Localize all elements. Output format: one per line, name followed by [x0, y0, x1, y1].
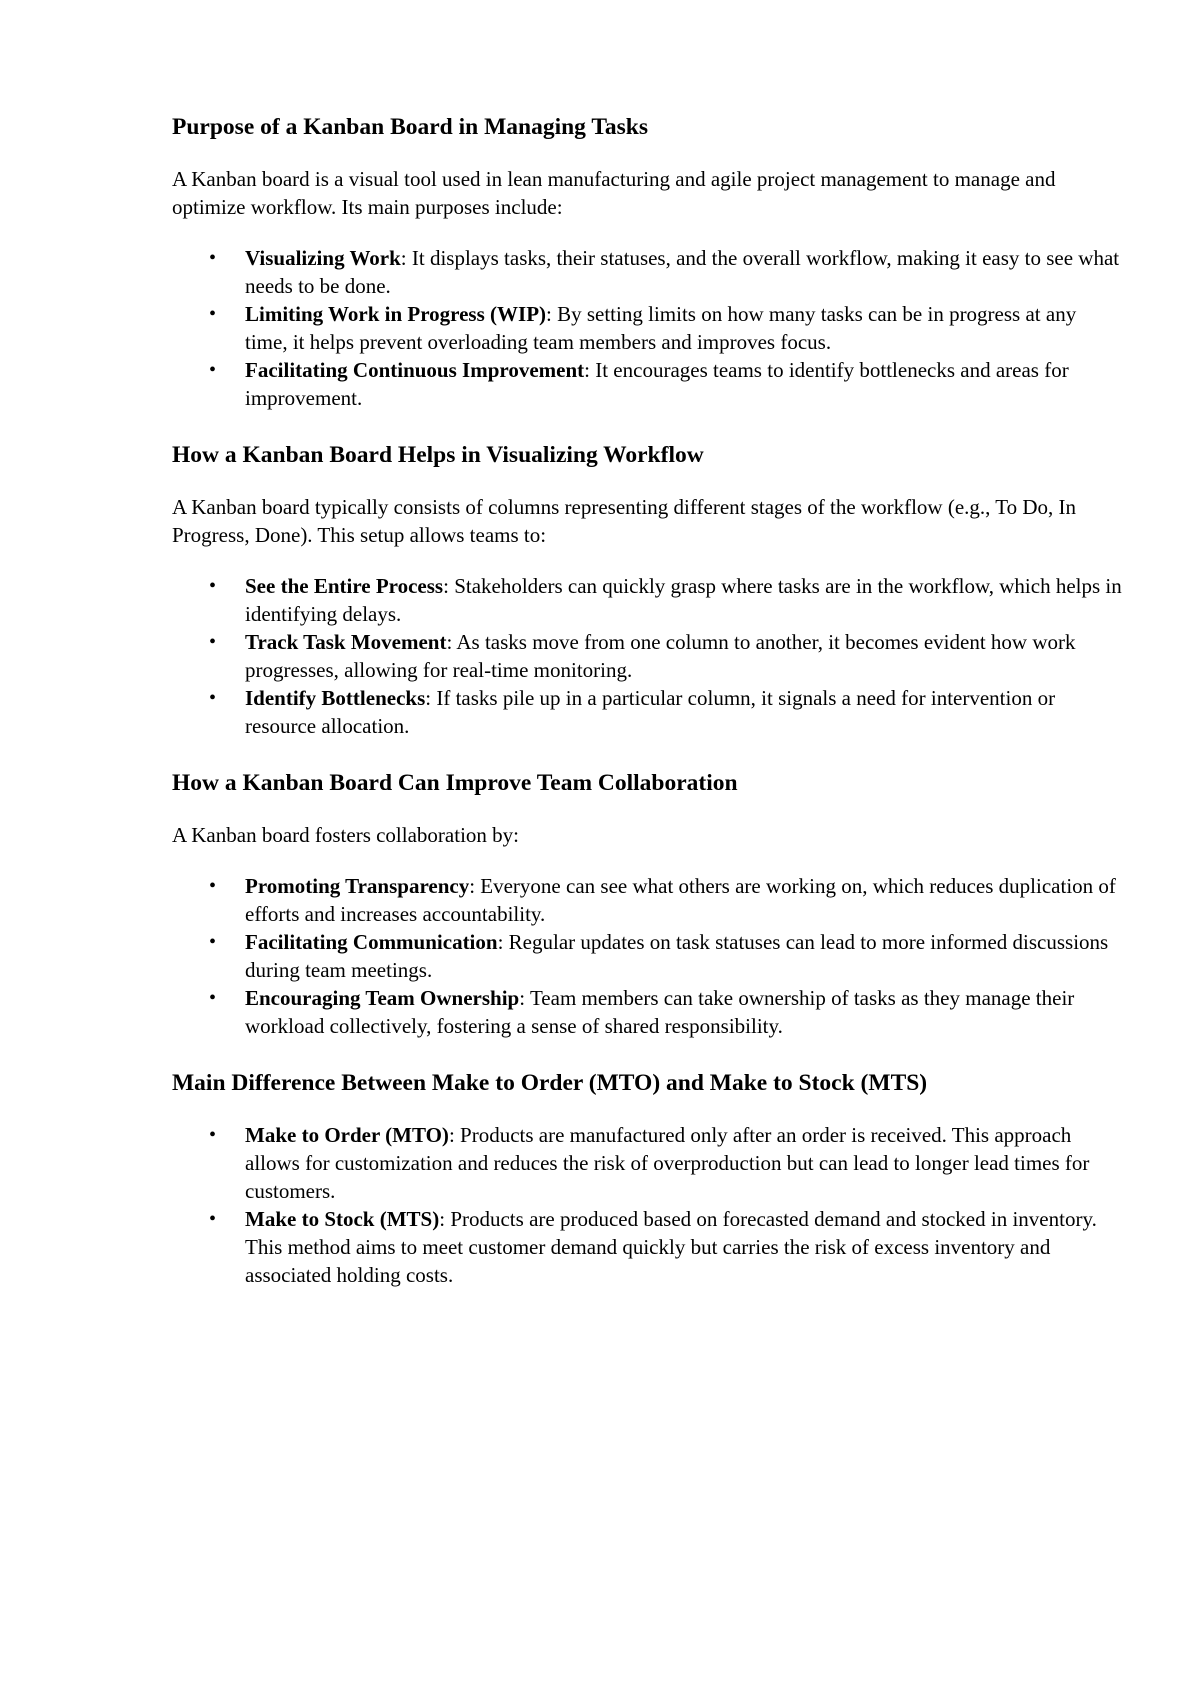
list-item-text: : By setting limits on how many tasks can be in progress at any time, it helps prevent overloading team members and improves focus. — [245, 302, 1077, 354]
list-item-text: : As tasks move from one column to another, it becomes evident how work progresses, allowing for real-time monitoring. — [245, 630, 1076, 682]
list-item — [172, 628, 1122, 684]
list-item-text: : It displays tasks, their statuses, and the overall workflow, making it easy to see what needs to be done. — [245, 246, 1120, 298]
list-item-term: Visualizing Work — [245, 246, 401, 270]
section-intro: A Kanban board typically consists of columns representing different stages of the workflow (e.g., To Do, In Progress, Done). This setup allows teams to: — [172, 495, 1077, 547]
list-item-term: Make to Order (MTO) — [245, 1123, 449, 1147]
document-page — [172, 112, 1122, 1317]
section-team-collaboration — [172, 768, 1122, 1040]
list-item-term: See the Entire Process — [245, 574, 444, 598]
bullet-icon: • — [209, 1208, 217, 1230]
list-item-term: Make to Stock (MTS) — [245, 1207, 440, 1231]
section-heading: Main Difference Between Make to Order (MTO) and Make to Stock (MTS) — [172, 1070, 928, 1096]
bullet-icon: • — [209, 875, 217, 897]
section-heading: Purpose of a Kanban Board in Managing Tasks — [172, 114, 649, 140]
list-item — [172, 872, 1122, 928]
list-item-text: : Products are manufactured only after an order is received. This approach allows for customization and reduces the risk of overproduction but can lead to longer lead times for customers. — [245, 1123, 1090, 1203]
bullet-list — [172, 572, 1122, 740]
bullet-list — [172, 1121, 1122, 1289]
list-item-term: Facilitating Communication — [245, 930, 498, 954]
section-intro: A Kanban board fosters collaboration by: — [172, 823, 519, 847]
list-item-text: : Regular updates on task statuses can lead to more informed discussions during team meetings. — [245, 930, 1109, 982]
list-item-term: Identify Bottlenecks — [245, 686, 426, 710]
list-item — [172, 984, 1122, 1040]
list-item-term: Promoting Transparency — [245, 874, 470, 898]
bullet-icon: • — [209, 359, 217, 381]
list-item-text: : Stakeholders can quickly grasp where tasks are in the workflow, which helps in identifying delays. — [245, 574, 1122, 626]
list-item — [172, 300, 1122, 356]
bullet-icon: • — [209, 687, 217, 709]
list-item — [172, 244, 1122, 300]
list-item — [172, 928, 1122, 984]
list-item-text: : Everyone can see what others are working on, which reduces duplication of efforts and increases accountability. — [245, 874, 1116, 926]
bullet-icon: • — [209, 1124, 217, 1146]
section-heading: How a Kanban Board Helps in Visualizing Workflow — [172, 442, 704, 468]
list-item-term: Track Task Movement — [245, 630, 447, 654]
section-intro: A Kanban board is a visual tool used in lean manufacturing and agile project management to manage and optimize workflow. Its main purposes include: — [172, 167, 1056, 219]
list-item-term: Encouraging Team Ownership — [245, 986, 520, 1010]
bullet-icon: • — [209, 303, 217, 325]
bullet-icon: • — [209, 931, 217, 953]
list-item-text: : Products are produced based on forecasted demand and stocked in inventory. This method aims to meet customer demand quickly but carries the risk of excess inventory and associated holding costs. — [245, 1207, 1097, 1287]
bullet-list — [172, 244, 1122, 412]
list-item — [172, 1205, 1122, 1289]
list-item-text: : It encourages teams to identify bottlenecks and areas for improvement. — [245, 358, 1069, 410]
bullet-icon: • — [209, 631, 217, 653]
list-item-text: : Team members can take ownership of tasks as they manage their workload collectively, fostering a sense of shared responsibility. — [245, 986, 1075, 1038]
section-heading: How a Kanban Board Can Improve Team Collaboration — [172, 770, 738, 796]
list-item-term: Facilitating Continuous Improvement — [245, 358, 585, 382]
section-mto-vs-mts — [172, 1068, 1122, 1289]
bullet-list — [172, 872, 1122, 1040]
bullet-icon: • — [209, 987, 217, 1009]
list-item — [172, 356, 1122, 412]
list-item — [172, 572, 1122, 628]
bullet-icon: • — [209, 247, 217, 269]
list-item-text: : If tasks pile up in a particular column, it signals a need for intervention or resource allocation. — [245, 686, 1056, 738]
list-item — [172, 1121, 1122, 1205]
bullet-icon: • — [209, 575, 217, 597]
section-kanban-purpose — [172, 112, 1122, 412]
section-visualizing-workflow — [172, 440, 1122, 740]
list-item-term: Limiting Work in Progress (WIP) — [245, 302, 547, 326]
list-item — [172, 684, 1122, 740]
